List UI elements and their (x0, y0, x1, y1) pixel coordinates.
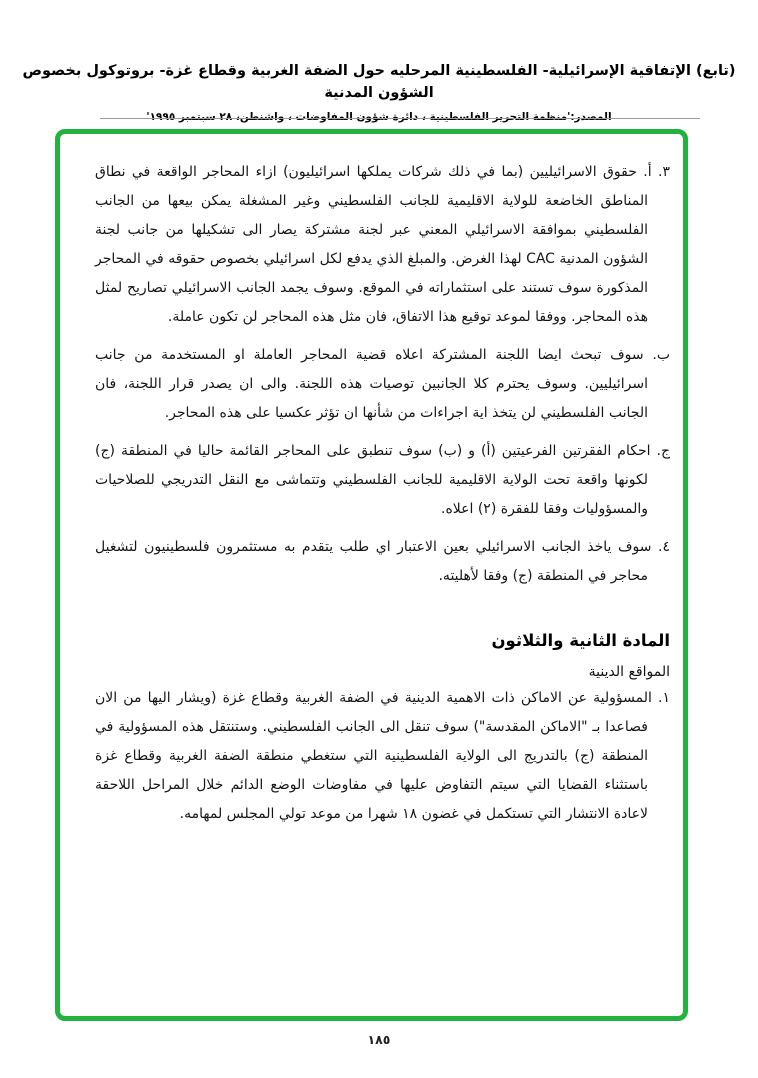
paragraph-text: سوف ياخذ الجانب الاسرائيلي بعين الاعتبار اي طلب يتقدم به مستثمرون فلسطينيون لتشغيل محاجر في المنطقة (ج) وفقا لأهليته. (95, 539, 652, 584)
section-heading: المادة الثانية والثلاثون (491, 631, 670, 650)
document-body (95, 158, 670, 829)
paragraph-marker: ٤. (658, 539, 670, 555)
paragraph-marker: ب. (652, 347, 671, 363)
paragraph-4 (95, 533, 670, 591)
paragraph-3c (95, 437, 670, 524)
paragraph-marker: ج. (656, 443, 671, 459)
paragraph-text: المسؤولية عن الاماكن ذات الاهمية الدينية في الضفة الغربية وقطاع غزة (ويشار اليها من الان فصاعدا بـ "الاماكن المقدسة") سوف تنقل الى الجانب الفلسطيني. وستنتقل هذه المسؤولية في المنطقة (ج) بالتدريج الى الولاية الفلسطينية التي ستغطي منطقة الضفة الغربية وقطاع غزة باستثناء القضايا التي سيتم التفاوض عليها في مفاوضات الوضع الدائم خلال المراحل اللاحقة لاعادة الانتشار التي تستكمل في غضون ١٨ شهرا من موعد تولي المجلس لمهامه. (95, 690, 652, 822)
page-number: ١٨٥ (367, 1032, 391, 1047)
paragraph-text: احكام الفقرتين الفرعيتين (أ) و (ب) سوف تنطبق على المحاجر القائمة حاليا في المنطقة (ج) لكونها واقعة تحت الولاية الاقليمية للجانب الفلسطيني وتتماشى مع النقل التدريجي للصلاحيات والمسؤوليات وفقا للفقرة (٢) اعلاه. (95, 443, 651, 517)
section-subheading: المواقع الدينية (588, 664, 670, 680)
paragraph-3b (95, 341, 670, 428)
header-divider (100, 118, 700, 119)
page-header (0, 60, 758, 125)
content-frame (55, 129, 688, 1021)
paragraph-1 (95, 684, 670, 829)
paragraph-3a (95, 158, 670, 332)
paragraph-marker: ٣. أ. (643, 164, 670, 180)
document-source: المصدر:'منظمة التحرير الفلسطينية ، دائرة شؤون المفاوضات ، واشنطن، ٢٨ سبتمبر ١٩٩٥' (146, 111, 612, 123)
document-title: (تابع) الإتفاقية الإسرائيلية- الفلسطينية المرحليه حول الضفة الغربية وقطاع غزة- بروتوكول بخصوص الشؤون المدنية (22, 63, 736, 101)
section-header (95, 628, 670, 684)
paragraph-text: سوف تبحث ايضا اللجنة المشتركة اعلاه قضية المحاجر العاملة او المستخدمة من جانب اسرائيليين. وسوف يحترم كلا الجانبين توصيات هذه اللجنة. والى ان يصدر قرار اللجنة، فان الجانب الفلسطيني لن يتخذ اية اجراءات من شأنها ان تؤثر عكسيا على هذه المحاجر. (95, 347, 648, 421)
paragraph-text: حقوق الاسرائيليين (بما في ذلك شركات يملكها اسرائيليون) ازاء المحاجر الواقعة في نطاق المناطق الخاضعة للولاية الاقليمية للجانب الفلسطيني وغير المشغلة يمكن بيعها من الجانب الفلسطيني بموافقة الاسرائيلي المعني عبر لجنة مشتركة يصار الى تشكيلها من جانب لجنة الشؤون المدنية CAC لهذا الغرض. والمبلغ الذي يدفع لكل اسرائيلي بخصوص حقوقه في المحاجر المذكورة سوف تستند على استثماراته في الموقع. وسوف يجمد الجانب الاسرائيلي تصاريح لمثل هذه المحاجر. ووفقا لموعد توقيع هذا الاتفاق، فان مثل هذه المحاجر لن تكون عاملة. (95, 164, 648, 325)
paragraph-marker: ١. (658, 690, 670, 706)
